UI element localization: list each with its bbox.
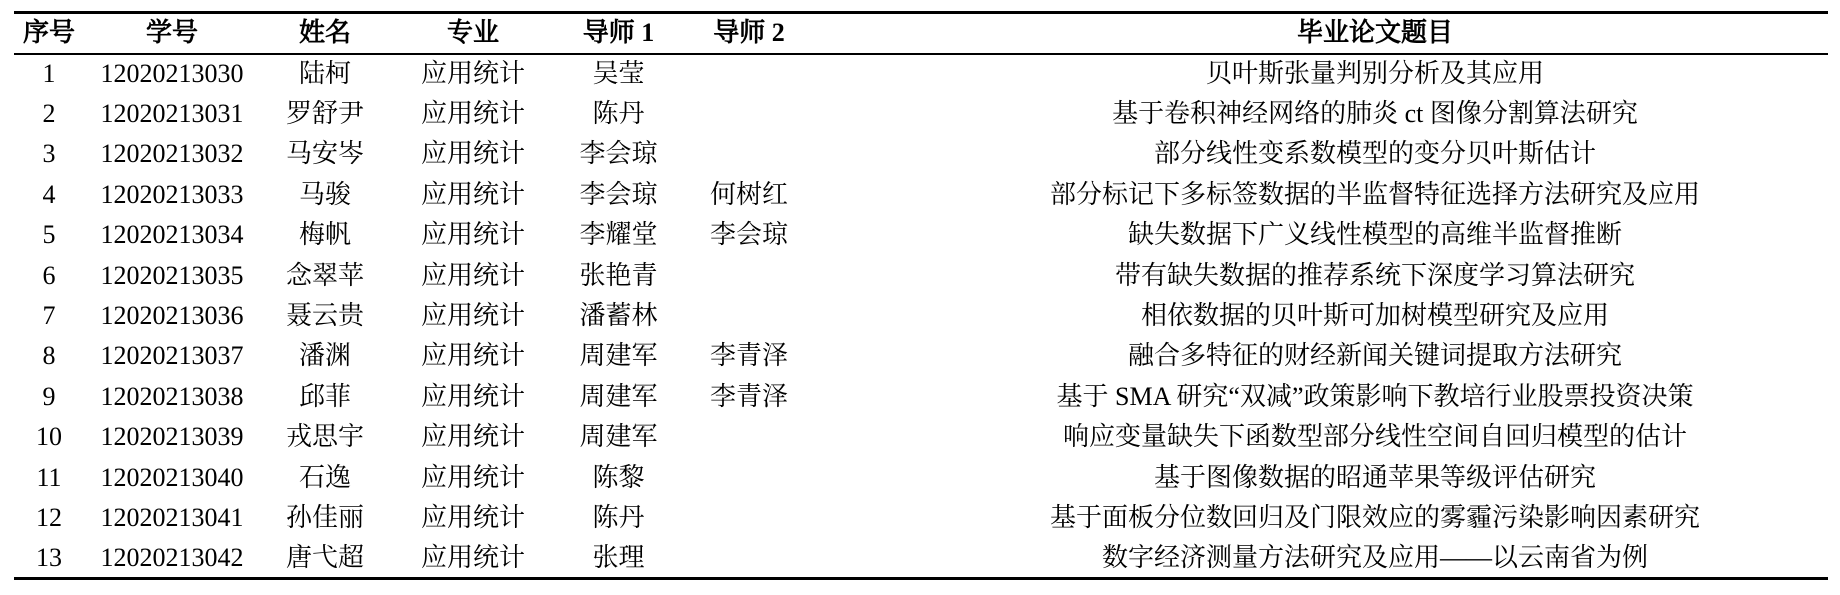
cell-advisor-1: 李会琼 (579, 139, 658, 169)
table-row (14, 94, 1828, 134)
table-row (14, 498, 1828, 538)
cell-major: 应用统计 (420, 220, 525, 250)
cell-advisor-1: 陈丹 (592, 502, 645, 532)
cell-advisor-1: 张理 (592, 542, 645, 572)
cell-index: 12 (36, 502, 62, 532)
cell-advisor-2: 李青泽 (709, 341, 788, 371)
cell-major: 应用统计 (420, 59, 525, 89)
cell-advisor-1: 张艳青 (579, 260, 658, 290)
column-header-index: 序号 (22, 18, 75, 48)
cell-index: 3 (42, 139, 56, 169)
cell-name: 潘渊 (298, 341, 351, 371)
cell-name: 念翠苹 (285, 260, 364, 290)
cell-student-id: 12020213036 (100, 301, 244, 331)
cell-thesis-title: 贝叶斯张量判别分析及其应用 (1205, 59, 1544, 89)
cell-name: 陆柯 (298, 59, 351, 89)
cell-advisor-1: 李会琼 (579, 179, 658, 209)
table-row (14, 215, 1828, 255)
cell-thesis-title: 基于卷积神经网络的肺炎 ct 图像分割算法研究 (1112, 99, 1638, 129)
cell-student-id: 12020213034 (100, 220, 244, 250)
cell-advisor-1: 李耀堂 (579, 220, 658, 250)
cell-thesis-title: 融合多特征的财经新闻关键词提取方法研究 (1127, 341, 1622, 371)
cell-major: 应用统计 (420, 462, 525, 492)
cell-major: 应用统计 (420, 260, 525, 290)
cell-thesis-title: 数字经济测量方法研究及应用——以云南省为例 (1101, 542, 1648, 572)
cell-advisor-1: 周建军 (579, 422, 658, 452)
cell-advisor-2 (681, 417, 817, 457)
cell-advisor-1: 吴莹 (592, 59, 645, 89)
cell-name: 戎思宇 (285, 422, 364, 452)
cell-major: 应用统计 (420, 502, 525, 532)
cell-major: 应用统计 (420, 381, 525, 411)
column-header-thesis-title: 毕业论文题目 (1296, 18, 1453, 48)
cell-student-id: 12020213038 (100, 381, 244, 411)
cell-index: 5 (42, 220, 56, 250)
cell-advisor-2 (681, 255, 817, 295)
cell-thesis-title: 相依数据的贝叶斯可加树模型研究及应用 (1140, 301, 1609, 331)
cell-student-id: 12020213041 (100, 502, 244, 532)
cell-advisor-2: 何树红 (709, 179, 788, 209)
table-row (14, 417, 1828, 457)
cell-index: 1 (42, 59, 56, 89)
cell-advisor-2 (681, 54, 817, 94)
cell-student-id: 12020213037 (100, 341, 244, 371)
cell-student-id: 12020213039 (100, 422, 244, 452)
cell-name: 邱菲 (298, 381, 351, 411)
cell-student-id: 12020213040 (100, 462, 244, 492)
cell-major: 应用统计 (420, 422, 525, 452)
cell-advisor-2 (681, 457, 817, 497)
cell-index: 6 (42, 260, 56, 290)
cell-name: 孙佳丽 (285, 502, 364, 532)
cell-major: 应用统计 (420, 301, 525, 331)
cell-advisor-2 (681, 94, 817, 134)
cell-advisor-1: 周建军 (579, 381, 658, 411)
cell-advisor-1: 陈丹 (592, 99, 645, 129)
table-row (14, 538, 1828, 578)
cell-advisor-2 (681, 296, 817, 336)
cell-index: 4 (42, 179, 56, 209)
cell-index: 10 (36, 422, 62, 452)
table-row (14, 336, 1828, 376)
header-row (14, 13, 1828, 54)
table-row (14, 457, 1828, 497)
cell-major: 应用统计 (420, 179, 525, 209)
table-row (14, 175, 1828, 215)
cell-student-id: 12020213030 (100, 59, 244, 89)
cell-advisor-2: 李会琼 (709, 220, 788, 250)
table-row (14, 377, 1828, 417)
table-row (14, 255, 1828, 295)
cell-thesis-title: 部分线性变系数模型的变分贝叶斯估计 (1153, 139, 1596, 169)
table-header (14, 13, 1828, 54)
table-row (14, 134, 1828, 174)
cell-thesis-title: 缺失数据下广义线性模型的高维半监督推断 (1127, 220, 1622, 250)
cell-student-id: 12020213035 (100, 260, 244, 290)
cell-advisor-1: 陈黎 (592, 462, 645, 492)
cell-thesis-title: 部分标记下多标签数据的半监督特征选择方法研究及应用 (1049, 179, 1700, 209)
cell-student-id: 12020213033 (100, 179, 244, 209)
cell-student-id: 12020213032 (100, 139, 244, 169)
cell-name: 罗舒尹 (285, 99, 364, 129)
cell-index: 8 (42, 341, 56, 371)
cell-thesis-title: 响应变量缺失下函数型部分线性空间自回归模型的估计 (1062, 422, 1687, 452)
cell-name: 石逸 (298, 462, 351, 492)
cell-name: 马骏 (298, 179, 351, 209)
cell-thesis-title: 带有缺失数据的推荐系统下深度学习算法研究 (1114, 260, 1635, 290)
cell-advisor-2 (681, 498, 817, 538)
column-header-advisor-1: 导师 1 (582, 18, 655, 48)
column-header-student-id: 学号 (145, 18, 198, 48)
table-row (14, 54, 1828, 94)
cell-index: 13 (36, 542, 62, 572)
table-row (14, 296, 1828, 336)
column-header-advisor-2: 导师 2 (713, 18, 785, 48)
column-header-name: 姓名 (298, 18, 351, 48)
cell-thesis-title: 基于面板分位数回归及门限效应的雾霾污染影响因素研究 (1049, 502, 1700, 532)
thesis-assignment-table (14, 11, 1828, 580)
cell-student-id: 12020213042 (100, 542, 244, 572)
cell-index: 2 (42, 99, 56, 129)
cell-name: 马安岑 (285, 139, 364, 169)
cell-major: 应用统计 (420, 542, 525, 572)
cell-name: 梅帆 (298, 220, 351, 250)
table-body (14, 54, 1828, 579)
cell-student-id: 12020213031 (100, 99, 244, 129)
cell-index: 11 (36, 462, 62, 492)
cell-major: 应用统计 (420, 99, 525, 129)
cell-thesis-title: 基于图像数据的昭通苹果等级评估研究 (1153, 462, 1596, 492)
cell-index: 9 (42, 381, 56, 411)
cell-name: 聂云贵 (285, 301, 364, 331)
cell-advisor-1: 周建军 (579, 341, 658, 371)
cell-major: 应用统计 (420, 139, 525, 169)
cell-name: 唐弋超 (285, 542, 364, 572)
cell-thesis-title: 基于 SMA 研究“双减”政策影响下教培行业股票投资决策 (1056, 381, 1694, 411)
cell-advisor-2 (681, 538, 817, 578)
column-header-major: 专业 (446, 18, 499, 48)
cell-advisor-2: 李青泽 (709, 381, 788, 411)
cell-index: 7 (42, 301, 56, 331)
cell-advisor-1: 潘蓄林 (579, 301, 658, 331)
cell-advisor-2 (681, 134, 817, 174)
cell-major: 应用统计 (420, 341, 525, 371)
